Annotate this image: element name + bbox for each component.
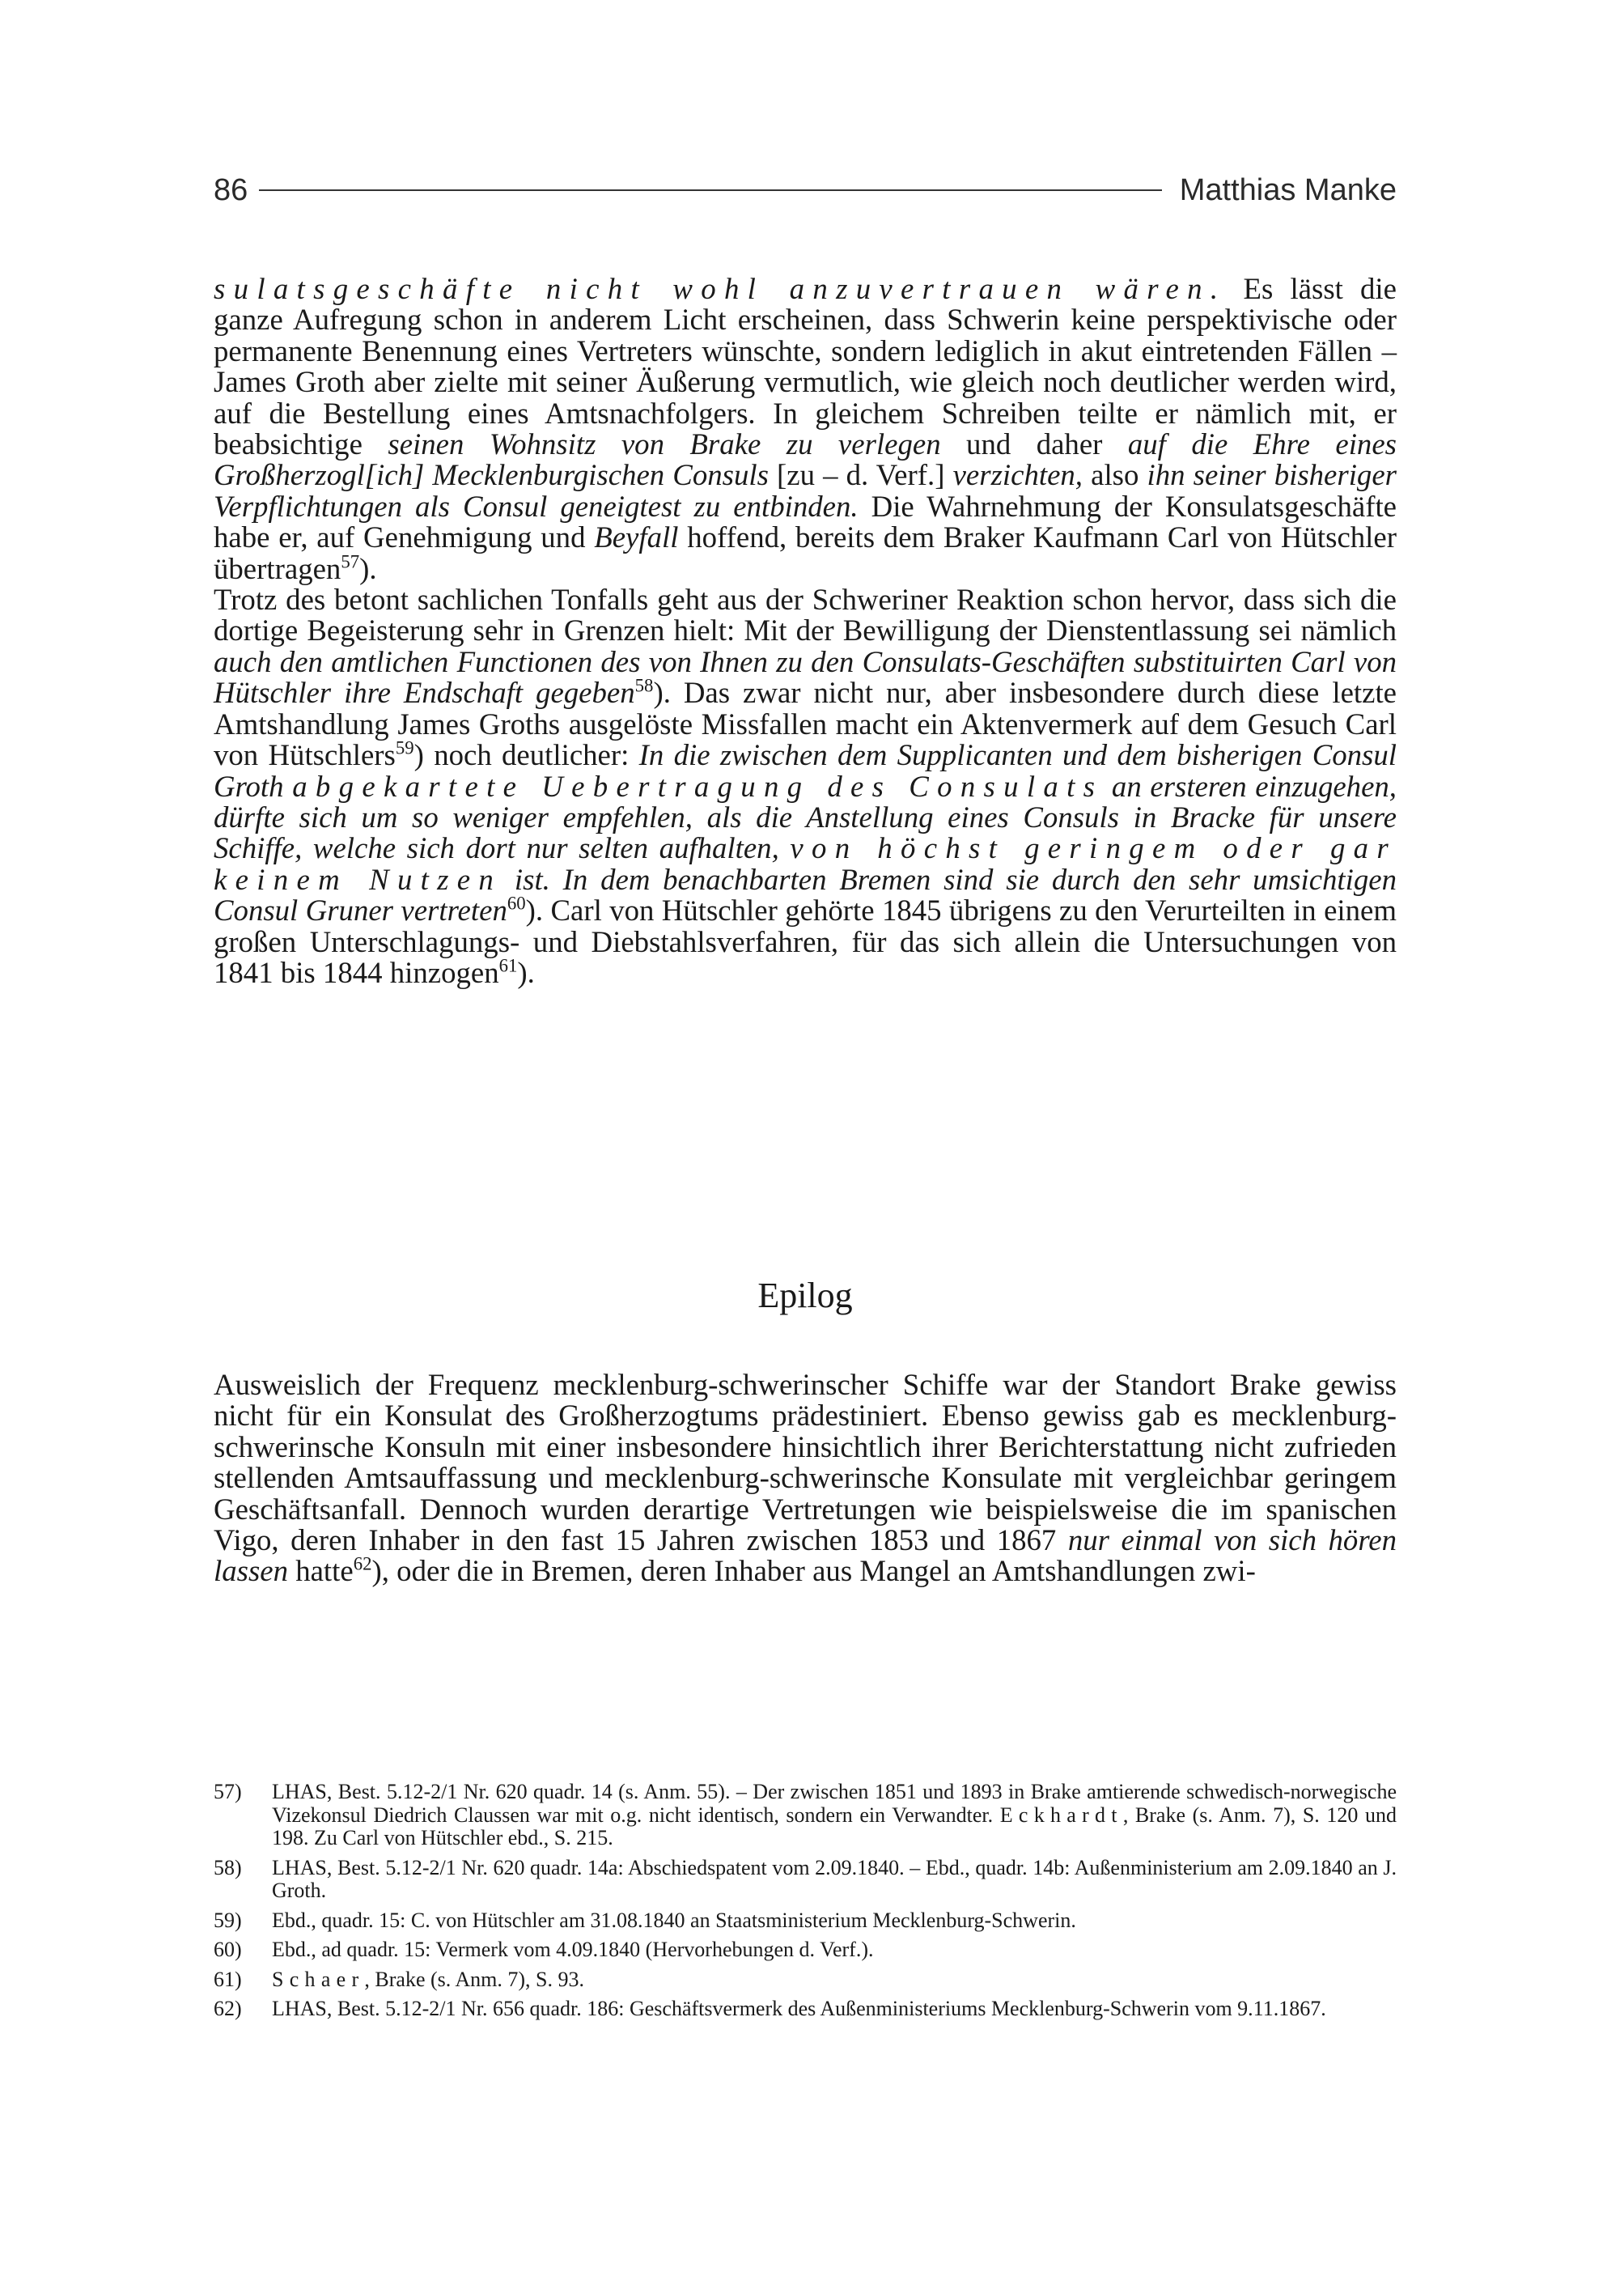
footnote-62 [214, 1998, 1397, 2021]
body-text-run: also [1083, 458, 1147, 492]
quote-spaced: sulatsgeschäfte nicht wohl anzuvertrauen wären. [214, 272, 1227, 305]
quote: auf die Ehre eines Großherzogl[ich] Mecklenburgischen Consuls [214, 427, 1397, 492]
footnote-number: 61) [214, 1967, 242, 1991]
footnote-ref-60[interactable]: 60 [507, 893, 526, 914]
quote: verzichten, [952, 458, 1083, 492]
footnote-ref-57[interactable]: 57 [341, 551, 360, 572]
quote: auch den amtlichen Functionen des von Ihnen zu den Consulats-Geschäften substituirten Carl von Hütschler ihre Endschaft gegeben [214, 644, 1397, 710]
footnote-text [272, 1968, 1397, 1992]
body-paragraph [214, 274, 1397, 584]
footnote-number: 57) [214, 1780, 242, 1803]
quote-spaced: von höchst geringem oder gar keinem Nutzen [214, 831, 1397, 896]
quote: seinen Wohnsitz von Brake zu verlegen [388, 427, 941, 461]
footnote-text: LHAS, Best. 5.12-2/1 Nr. 620 quadr. 14a: Abschiedspatent vom 2.09.1840. – Ebd., quadr. 14b: Außenministerium am 2.09.1840 an J. Groth. [272, 1855, 1397, 1902]
quote: In die zwischen dem Supplicanten und dem bisherigen Consul Groth [214, 738, 1397, 803]
epilog-text [214, 1369, 1397, 1587]
quote: ihn seiner bisheriger Verpflichtungen als Consul geneigtest zu entbinden. [214, 458, 1397, 523]
body-text-run: hoffend, bereits dem Braker Kaufmann Carl von Hütschler übertragen [214, 520, 1397, 585]
header-rule [259, 189, 1161, 191]
body-text-run: ). [359, 551, 377, 585]
quote: Beyfall [594, 520, 679, 554]
footnote-text: LHAS, Best. 5.12-2/1 Nr. 656 quadr. 186: Geschäftsvermerk des Außenministeriums Mecklenburg-Schwerin vom 9.11.1867. [272, 1997, 1326, 2020]
quote: an ersteren einzugehen, dürfte sich um so weniger empfehlen, als die Anstellung eines Consuls in Bracke für unsere Schiffe, welche sich dort nur selten aufhalten, [214, 769, 1397, 865]
running-header [214, 170, 1397, 210]
footnote-ref-59[interactable]: 59 [395, 737, 414, 758]
footnote-text: Ebd., quadr. 15: C. von Hütschler am 31.08.1840 an Staatsministerium Mecklenburg-Schwerin. [272, 1908, 1076, 1932]
body-text-run: ) noch deutlicher: [413, 738, 639, 772]
body-text-run: hatte [288, 1554, 354, 1588]
footnote-ref-62[interactable]: 62 [353, 1554, 372, 1575]
quote: nur einmal von sich hören lassen [214, 1523, 1397, 1588]
quote-spaced: abgekartete Uebertragung des Consulats [292, 769, 1104, 803]
footnote-57 [214, 1781, 1397, 1850]
body-text-run: ). Carl von Hütschler gehörte 1845 übrigens zu den Verurteilten in einem großen Unterschlagungs- und Diebstahlsverfahren, für das sich allein die Untersuchungen von 1841 bis 1844 hinzogen [214, 894, 1397, 989]
footnote-ref-61[interactable]: 61 [498, 955, 518, 976]
body-text-run: Es lässt die ganze Aufregung schon in anderem Licht erscheinen, dass Schwerin keine perspektivische oder permanente Benennung eines Vertreters wünschte, sondern lediglich in akut eintretenden Fällen – James Groth aber zielte mit seiner Äußerung vermutlich, wie gleich noch deutlicher werden wird, auf die Bestellung eines Amtsnachfolgers. In gleichem Schreiben teilte er nämlich mit, er beabsichtige [214, 272, 1397, 461]
footnote-58 [214, 1857, 1397, 1903]
quote: ist. In dem benachbarten Bremen sind sie durch den sehr umsichtigen Consul Gruner vertreten [214, 862, 1397, 928]
author-name-spaced: Eckhardt [999, 1803, 1123, 1827]
body-text-run: Trotz des betont sachlichen Tonfalls geht aus der Schweriner Reaktion schon hervor, dass sich die dortige Begeisterung sehr in Grenzen hielt: Mit der Bewilligung der Dienstentlassung sei nämlich [214, 583, 1397, 648]
body-text-run: Die Wahrnehmung der Konsulatsgeschäfte habe er, auf Genehmigung und [214, 489, 1397, 554]
footnote-59 [214, 1909, 1397, 1933]
body-text-run: ), oder die in Bremen, deren Inhaber aus Mangel an Amtshandlungen zwi- [371, 1554, 1256, 1588]
body-text-run: Ausweislich der Frequenz mecklenburg-schwerinscher Schiffe war der Standort Brake gewiss nicht für ein Konsulat des Großherzogtums prädestiniert. Ebenso gewiss gab es mecklenburg-schwerinsche Konsuln mit einer insbesondere hinsichtlich ihrer Berichterstattung nicht zufrieden stellenden Amtsauffassung und mecklenburg-schwerinsche Konsulate mit vergleichbar geringem Geschäftsanfall. Dennoch wurden derartige Vertretungen wie beispielsweise die im spanischen Vigo, deren Inhaber in den fast 15 Jahren zwischen 1853 und 1867 [214, 1368, 1397, 1557]
footnote-number: 62) [214, 1997, 242, 2020]
body-text-run: und daher [940, 427, 1128, 461]
footnote-text [272, 1781, 1397, 1850]
body-text-continuation [214, 274, 1397, 988]
author-name-spaced: Schaer [272, 1967, 365, 1991]
footnote-ref-58[interactable]: 58 [634, 676, 654, 697]
body-paragraph [214, 584, 1397, 988]
body-text-run: [zu – d. Verf.] [768, 458, 953, 492]
body-text-run: ). [517, 955, 535, 989]
footnote-number: 58) [214, 1855, 242, 1879]
footnote-number: 60) [214, 1938, 242, 1961]
body-text-run: ). Das zwar nicht nur, aber insbesondere durch diese letzte Amtshandlung James Groths ausgelöste Missfallen macht ein Aktenvermerk auf dem Gesuch Carl von Hütschlers [214, 676, 1397, 772]
page-number: 86 [214, 172, 248, 207]
footnote-60 [214, 1938, 1397, 1962]
footnote-61 [214, 1968, 1397, 1992]
running-header-author: Matthias Manke [1179, 172, 1397, 207]
footnote-text: Ebd., ad quadr. 15: Vermerk vom 4.09.1840 (Hervorhebungen d. Verf.). [272, 1938, 874, 1961]
footnote-text-run: LHAS, Best. 5.12-2/1 Nr. 620 quadr. 14 (s. Anm. 55). – Der zwischen 1851 und 1893 in Brake amtierende schwedisch-norwegische Vizekonsul Diedrich Claussen war mit o.g. nicht identisch, sondern ein Verwandter. [272, 1780, 1397, 1827]
body-paragraph [214, 1369, 1397, 1587]
footnotes [214, 1781, 1397, 2028]
footnote-text-run: , Brake (s. Anm. 7), S. 120 und 198. Zu Carl von Hütschler ebd., S. 215. [272, 1803, 1397, 1849]
footnote-text-run: , Brake (s. Anm. 7), S. 93. [364, 1967, 584, 1991]
footnote-number: 59) [214, 1908, 242, 1932]
section-heading: Epilog [757, 1276, 853, 1315]
